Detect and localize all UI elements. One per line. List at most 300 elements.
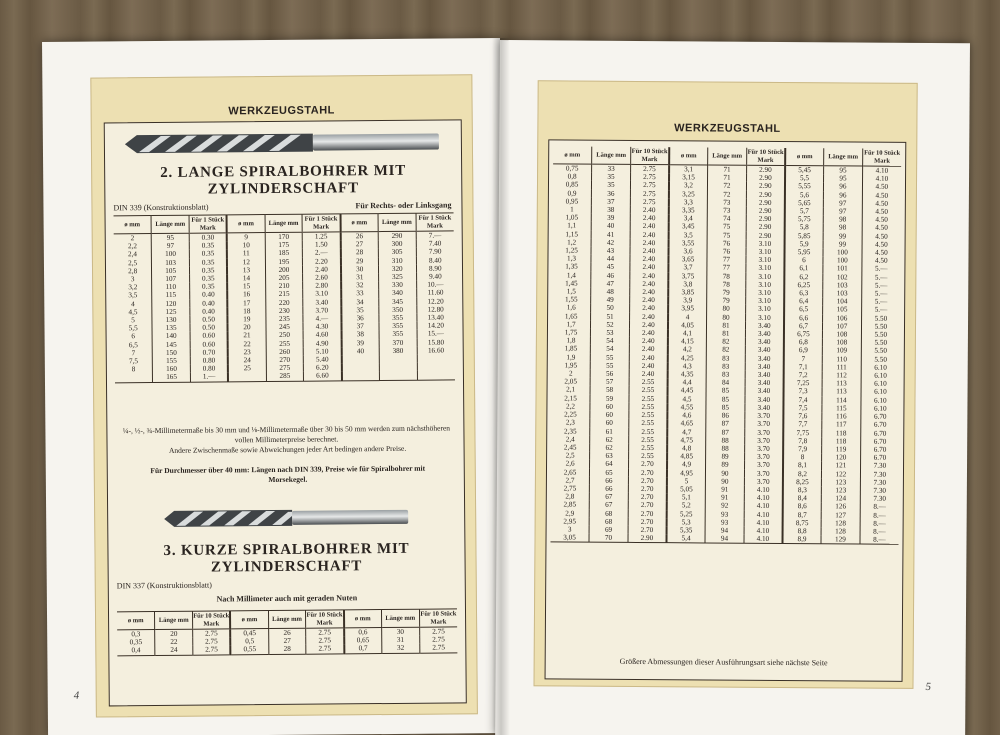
- table-cell: 95: [824, 174, 863, 182]
- table-cell: 3.40: [745, 346, 784, 354]
- table-cell: 2.40: [629, 337, 668, 345]
- table-cell: 122: [822, 470, 861, 478]
- table-cell: 3.40: [745, 371, 784, 379]
- table-cell: 87: [706, 420, 745, 428]
- table-cell: 6.70: [860, 445, 899, 453]
- column-header: ø mm: [114, 216, 152, 234]
- table-cell: 4,25: [668, 354, 707, 362]
- table-cell: 103: [823, 289, 862, 297]
- table-cell: 6,6: [784, 314, 823, 322]
- column-header: Länge mm: [151, 215, 189, 233]
- table-cell: 6.70: [861, 413, 900, 421]
- table-cell: 4.50: [862, 240, 901, 248]
- table-cell: 5,95: [784, 248, 823, 256]
- table-cell: 99: [823, 240, 862, 248]
- table-cell: 30: [341, 265, 379, 274]
- table-cell: 4.10: [744, 510, 783, 518]
- table-cell: 3.40: [745, 379, 784, 387]
- table-cell: 6.10: [861, 363, 900, 371]
- table-cell: 5.—: [861, 290, 900, 298]
- table-cell: 8.—: [860, 519, 899, 527]
- table-cell: 3.10: [303, 290, 341, 299]
- table-cell: 2.40: [629, 313, 668, 321]
- table-row: [550, 534, 898, 545]
- table-cell: 6,75: [784, 330, 823, 338]
- table-cell: 6.10: [861, 404, 900, 412]
- table-cell: 128: [821, 519, 860, 527]
- table-cell: 13: [227, 266, 265, 275]
- table-cell: 3.70: [745, 428, 784, 436]
- table-cell: 8,8: [782, 527, 821, 535]
- table-cell: 75: [707, 223, 746, 231]
- table-cell: 330: [378, 281, 416, 290]
- table-cell: [115, 373, 153, 382]
- table-cell: 2,95: [563, 517, 577, 526]
- table-cell: 8,7: [783, 511, 822, 519]
- table-cell: 0.30: [189, 233, 227, 242]
- table-cell: 28: [268, 645, 306, 654]
- table-cell: 6,1: [784, 264, 823, 272]
- column-header: Länge mm: [378, 213, 416, 231]
- table-cell: 2.40: [630, 214, 669, 222]
- table-cell: 3,45: [669, 223, 708, 231]
- table-cell: 6.10: [861, 380, 900, 388]
- table-cell: 200: [265, 266, 303, 275]
- table-cell: 1,75: [564, 328, 578, 337]
- table-cell: 2.40: [629, 362, 668, 370]
- table-cell: 2.75: [630, 198, 669, 206]
- table-cell: 96: [823, 191, 862, 199]
- column-header: Länge mm: [592, 147, 631, 165]
- table-cell: 8.90: [416, 264, 454, 273]
- table-cell: 1.50: [303, 241, 341, 250]
- table-cell: 165: [153, 373, 191, 382]
- table-cell: 3.70: [744, 453, 783, 461]
- page-heading: WERKZEUGSTAHL: [674, 122, 781, 135]
- table-cell: 4: [668, 313, 707, 321]
- table-cell: 2.90: [746, 182, 785, 190]
- table-cell: 5,6: [785, 191, 824, 199]
- table-cell: 6: [784, 256, 823, 264]
- table-cell: 58: [590, 386, 629, 394]
- table-cell: 3,05: [563, 533, 576, 542]
- table-cell: 0.35: [189, 258, 227, 267]
- table-cell: 0,9: [567, 189, 577, 198]
- table-cell: 68: [589, 517, 628, 525]
- table-cell: 290: [378, 231, 416, 240]
- table-cell: 24: [228, 356, 266, 365]
- table-cell: 70: [589, 534, 628, 543]
- table-cell: 2.40: [303, 265, 341, 274]
- section3-din: DIN 337 (Konstruktionsblatt): [116, 580, 212, 591]
- table-cell: 6.70: [860, 429, 899, 437]
- table-cell: 2.40: [629, 321, 668, 329]
- table-cell: 2,4: [127, 250, 138, 259]
- table-cell: 32: [341, 281, 379, 290]
- table-cell: 3,85: [668, 288, 707, 296]
- table-cell: 1,2: [567, 238, 577, 247]
- table-cell: 62: [590, 435, 629, 443]
- table-cell: 4.10: [744, 486, 783, 494]
- table-cell: 76: [707, 239, 746, 247]
- table-cell: 4,05: [668, 321, 707, 329]
- long-drill-illustration: [123, 129, 443, 158]
- table-cell: 4.10: [744, 518, 783, 526]
- table-cell: 4,55: [667, 403, 706, 411]
- table-cell: 7.40: [416, 240, 454, 249]
- table-cell: 3,3: [669, 198, 708, 206]
- table-cell: 1,4: [566, 271, 576, 280]
- table-cell: 8.—: [860, 503, 899, 511]
- table-cell: 2,5: [565, 451, 575, 460]
- table-cell: 38: [591, 206, 630, 214]
- table-cell: 11.60: [416, 289, 454, 298]
- page-heading: WERKZEUGSTAHL: [228, 104, 335, 118]
- table-cell: 24: [155, 646, 193, 655]
- table-cell: 83: [706, 371, 745, 379]
- table-cell: 3,95: [668, 305, 707, 313]
- table-cell: 2.75: [419, 644, 457, 653]
- table-cell: 2.70: [628, 526, 667, 534]
- table-cell: 85: [706, 387, 745, 395]
- table-cell: 3.40: [745, 338, 784, 346]
- table-cell: 7.—: [416, 231, 454, 240]
- table-cell: 83: [706, 362, 745, 370]
- table-cell: 3.10: [746, 264, 785, 272]
- table-cell: 67: [589, 493, 628, 501]
- table-cell: 3.10: [745, 289, 784, 297]
- table-cell: 110: [152, 283, 190, 292]
- table-cell: 2.40: [630, 288, 669, 296]
- table-cell: 7.30: [860, 486, 899, 494]
- table-cell: 82: [706, 346, 745, 354]
- table-cell: 3,6: [668, 247, 707, 255]
- table-cell: 8,4: [783, 494, 822, 502]
- table-cell: 0,55: [231, 645, 269, 654]
- table-cell: 285: [266, 372, 304, 381]
- table-cell: 19: [228, 315, 266, 324]
- table-cell: 71: [708, 165, 747, 174]
- column-header: Für 1 Stück Mark: [302, 214, 340, 232]
- table-cell: 2.75: [193, 638, 231, 647]
- table-cell: 120: [822, 453, 861, 461]
- table-cell: 0.35: [189, 242, 227, 251]
- table-cell: 60: [590, 411, 629, 419]
- table-cell: 1,15: [565, 230, 579, 239]
- table-cell: 23: [228, 348, 266, 357]
- table-cell: 3.10: [745, 305, 784, 313]
- table-cell: 35: [592, 181, 631, 189]
- table-cell: 4,6: [667, 411, 706, 419]
- book-spine-shadow: [492, 38, 510, 735]
- table-cell: 2.90: [746, 190, 785, 198]
- table-cell: 0.40: [190, 291, 228, 300]
- table-cell: 54: [590, 345, 629, 353]
- table-cell: 8.40: [416, 256, 454, 265]
- table-cell: 1,5: [566, 287, 576, 296]
- table-cell: 107: [823, 322, 862, 330]
- table-cell: 2.55: [629, 395, 668, 403]
- table-cell: 89: [706, 461, 745, 469]
- table-cell: 104: [823, 298, 862, 306]
- table-cell: 91: [705, 485, 744, 493]
- table-cell: 8: [783, 453, 822, 461]
- table-cell: 0,95: [565, 197, 579, 206]
- table-cell: 31: [382, 636, 420, 645]
- table-cell: 220: [265, 298, 303, 307]
- table-cell: 4,45: [667, 387, 706, 395]
- table-cell: 7.30: [860, 470, 899, 478]
- table-cell: 30: [381, 627, 419, 636]
- table-cell: 4,75: [667, 436, 706, 444]
- table-cell: 320: [378, 265, 416, 274]
- table-cell: 5,45: [785, 165, 824, 174]
- column-header: Für 10 Stück Mark: [630, 147, 669, 165]
- table-cell: 43: [591, 247, 630, 255]
- table-cell: 5.50: [861, 339, 900, 347]
- table-cell: 4,5: [128, 308, 138, 317]
- table-cell: 27: [340, 240, 378, 249]
- table-cell: 17: [228, 299, 266, 308]
- column-header: Für 10 Stück Mark: [419, 609, 457, 627]
- table-cell: 11: [227, 249, 265, 258]
- table-cell: 3.40: [745, 363, 784, 371]
- table-cell: 2,2: [565, 402, 576, 411]
- table-cell: 119: [822, 445, 861, 453]
- table-cell: 4.50: [862, 191, 901, 199]
- table-cell: 6.70: [861, 421, 900, 429]
- table-cell: 2,15: [564, 394, 577, 403]
- table-cell: 3.40: [745, 395, 784, 403]
- table-cell: 1,9: [566, 353, 576, 362]
- table-cell: 45: [591, 263, 630, 271]
- table-cell: 4: [131, 299, 135, 308]
- table-cell: 9: [227, 233, 265, 242]
- table-cell: 2.90: [628, 534, 667, 543]
- table-cell: 79: [707, 297, 746, 305]
- page-number: 4: [73, 689, 80, 702]
- table-cell: 83: [706, 354, 745, 362]
- table-cell: 2.—: [303, 249, 341, 258]
- table-cell: 97: [823, 199, 862, 207]
- table-cell: 0.80: [190, 365, 228, 374]
- table-cell: 4.50: [862, 257, 901, 265]
- table-cell: 245: [266, 323, 304, 332]
- table-cell: 3,25: [669, 190, 708, 198]
- table-cell: 0,7: [344, 644, 382, 653]
- table-cell: 3: [130, 275, 135, 284]
- table-cell: 14.20: [417, 322, 455, 331]
- table-cell: 1,3: [567, 254, 577, 263]
- table-cell: 2.40: [630, 239, 669, 247]
- table-cell: 15.80: [417, 338, 455, 347]
- table-cell: 2.70: [628, 493, 667, 501]
- table-cell: 4,15: [668, 337, 707, 345]
- table-cell: 7,9: [783, 445, 822, 453]
- table-cell: 78: [707, 280, 746, 288]
- table-cell: 129: [821, 535, 860, 544]
- column-header: ø mm: [117, 612, 155, 630]
- table-cell: 8.—: [860, 536, 899, 545]
- table-cell: 100: [152, 250, 190, 259]
- table-cell: 2.70: [628, 468, 667, 476]
- table-cell: 28: [340, 248, 378, 257]
- table-cell: 95: [151, 233, 189, 242]
- table-cell: 81: [707, 330, 746, 338]
- short-drill-price-table: [117, 608, 457, 656]
- table-cell: 355: [379, 330, 417, 339]
- column-header: ø mm: [553, 146, 592, 164]
- table-cell: 2.90: [746, 199, 785, 207]
- table-cell: 67: [589, 501, 628, 509]
- table-cell: 115: [822, 404, 861, 412]
- table-cell: 7,3: [783, 387, 822, 395]
- table-cell: 8: [131, 365, 136, 374]
- table-cell: 4.50: [862, 224, 901, 232]
- table-cell: 260: [266, 348, 304, 357]
- table-cell: 124: [821, 494, 860, 502]
- table-cell: 39: [591, 214, 630, 222]
- table-cell: 2.40: [630, 272, 669, 280]
- column-header: ø mm: [669, 147, 708, 165]
- table-cell: 0.40: [190, 299, 228, 308]
- table-cell: 0.35: [189, 250, 227, 259]
- table-cell: 0,8: [567, 172, 577, 181]
- table-cell: 4.50: [862, 183, 901, 191]
- table-cell: [379, 371, 417, 380]
- table-cell: 3,8: [668, 280, 707, 288]
- table-cell: 150: [152, 349, 190, 358]
- table-cell: 12.80: [416, 305, 454, 314]
- table-cell: 5,3: [667, 518, 706, 526]
- table-cell: 8,9: [782, 535, 821, 544]
- table-cell: 5.50: [861, 322, 900, 330]
- footnote-intermediate-sizes: Andere Zwischenmaße sowie Abweichungen jeder Art bedingen andere Preise.: [168, 443, 407, 455]
- table-cell: 7,2: [784, 371, 823, 379]
- table-cell: 98: [823, 224, 862, 232]
- table-cell: 6,7: [784, 322, 823, 330]
- table-cell: 4,35: [668, 370, 707, 378]
- table-cell: 51: [591, 312, 630, 320]
- table-cell: 6,2: [784, 273, 823, 281]
- table-cell: 8,1: [783, 461, 822, 469]
- table-cell: 3.40: [745, 387, 784, 395]
- table-cell: 4,4: [668, 378, 707, 386]
- table-cell: 160: [153, 365, 191, 374]
- table-cell: 2.55: [629, 403, 668, 411]
- table-cell: 6.10: [861, 388, 900, 396]
- table-cell: 2.55: [629, 386, 668, 394]
- table-cell: 117: [822, 421, 861, 429]
- table-cell: 0,75: [565, 164, 579, 173]
- table-cell: 2,85: [563, 500, 577, 509]
- table-cell: 66: [590, 476, 629, 484]
- table-cell: 115: [152, 291, 190, 300]
- table-cell: 2.75: [193, 646, 231, 655]
- section2-title: 2. LANGE SPIRALBOHRER MIT ZYLINDERSCHAFT: [160, 162, 407, 198]
- table-cell: 155: [153, 357, 191, 366]
- table-cell: 2,05: [564, 377, 578, 386]
- table-cell: 22: [155, 638, 193, 647]
- table-cell: 6.10: [861, 396, 900, 404]
- table-cell: 55: [590, 353, 629, 361]
- table-cell: 4,7: [667, 428, 706, 436]
- table-cell: 2,2: [127, 242, 137, 251]
- table-row: [117, 644, 457, 656]
- table-cell: 118: [822, 429, 861, 437]
- table-cell: 106: [823, 314, 862, 322]
- table-cell: 36: [341, 314, 379, 323]
- left-content-box: [104, 119, 467, 706]
- table-cell: 114: [822, 396, 861, 404]
- table-cell: 5,25: [667, 510, 706, 518]
- column-header: Länge mm: [265, 214, 303, 232]
- table-cell: 2,4: [565, 435, 575, 444]
- section3-title: 3. KURZE SPIRALBOHRER MIT ZYLINDERSCHAFT: [163, 540, 410, 576]
- table-cell: 71: [708, 174, 747, 182]
- table-cell: 5,55: [785, 182, 824, 190]
- table-cell: 84: [706, 379, 745, 387]
- section2-direction: Für Rechts- oder Linksgang: [355, 200, 452, 211]
- table-cell: 4,9: [667, 460, 706, 468]
- column-header: Für 10 Stück Mark: [746, 148, 785, 166]
- column-header: Für 1 Stück Mark: [189, 215, 227, 233]
- table-cell: 4.10: [744, 494, 783, 502]
- table-row: [115, 371, 455, 383]
- table-cell: 35: [592, 173, 631, 181]
- table-cell: 0,35: [129, 638, 143, 647]
- table-cell: 3.40: [745, 322, 784, 330]
- table-cell: 123: [821, 478, 860, 486]
- table-cell: 345: [379, 297, 417, 306]
- table-cell: 94: [705, 526, 744, 534]
- table-cell: 355: [379, 322, 417, 331]
- table-cell: 105: [823, 306, 862, 314]
- column-header: Länge mm: [155, 611, 193, 629]
- table-cell: 2.90: [746, 215, 785, 223]
- table-cell: 4.10: [744, 527, 783, 535]
- table-cell: 250: [266, 331, 304, 340]
- table-cell: 6,3: [784, 289, 823, 297]
- table-cell: 102: [823, 273, 862, 281]
- table-cell: 175: [265, 241, 303, 250]
- table-cell: 5,05: [667, 485, 706, 493]
- table-cell: 2.55: [628, 444, 667, 452]
- table-cell: 3.70: [744, 436, 783, 444]
- column-header: Für 1 Stück Mark: [416, 213, 454, 231]
- table-cell: 90: [706, 477, 745, 485]
- table-cell: 22: [228, 340, 266, 349]
- table-cell: 2.40: [630, 263, 669, 271]
- table-cell: 108: [823, 330, 862, 338]
- section3-subtitle: Nach Millimeter auch mit geraden Nuten: [216, 593, 358, 604]
- table-cell: 2.60: [303, 273, 341, 282]
- table-cell: 2.70: [628, 477, 667, 485]
- table-cell: 108: [822, 339, 861, 347]
- table-cell: 66: [589, 485, 628, 493]
- table-cell: 3,4: [669, 214, 708, 222]
- table-cell: 0.40: [190, 307, 228, 316]
- table-cell: 5.50: [861, 355, 900, 363]
- table-cell: 3,5: [128, 291, 138, 300]
- table-cell: 46: [591, 271, 630, 279]
- table-cell: 6,8: [784, 338, 823, 346]
- column-header: Länge mm: [381, 609, 419, 627]
- table-cell: 2.55: [628, 452, 667, 460]
- footnote-large-diameters: Für Durchmesser über 40 mm: Längen nach DIN 339, Preise wie für Spiralbohrer mit Morsekegel.: [150, 463, 426, 484]
- table-cell: 1,8: [566, 336, 576, 345]
- table-cell: 2.55: [629, 419, 668, 427]
